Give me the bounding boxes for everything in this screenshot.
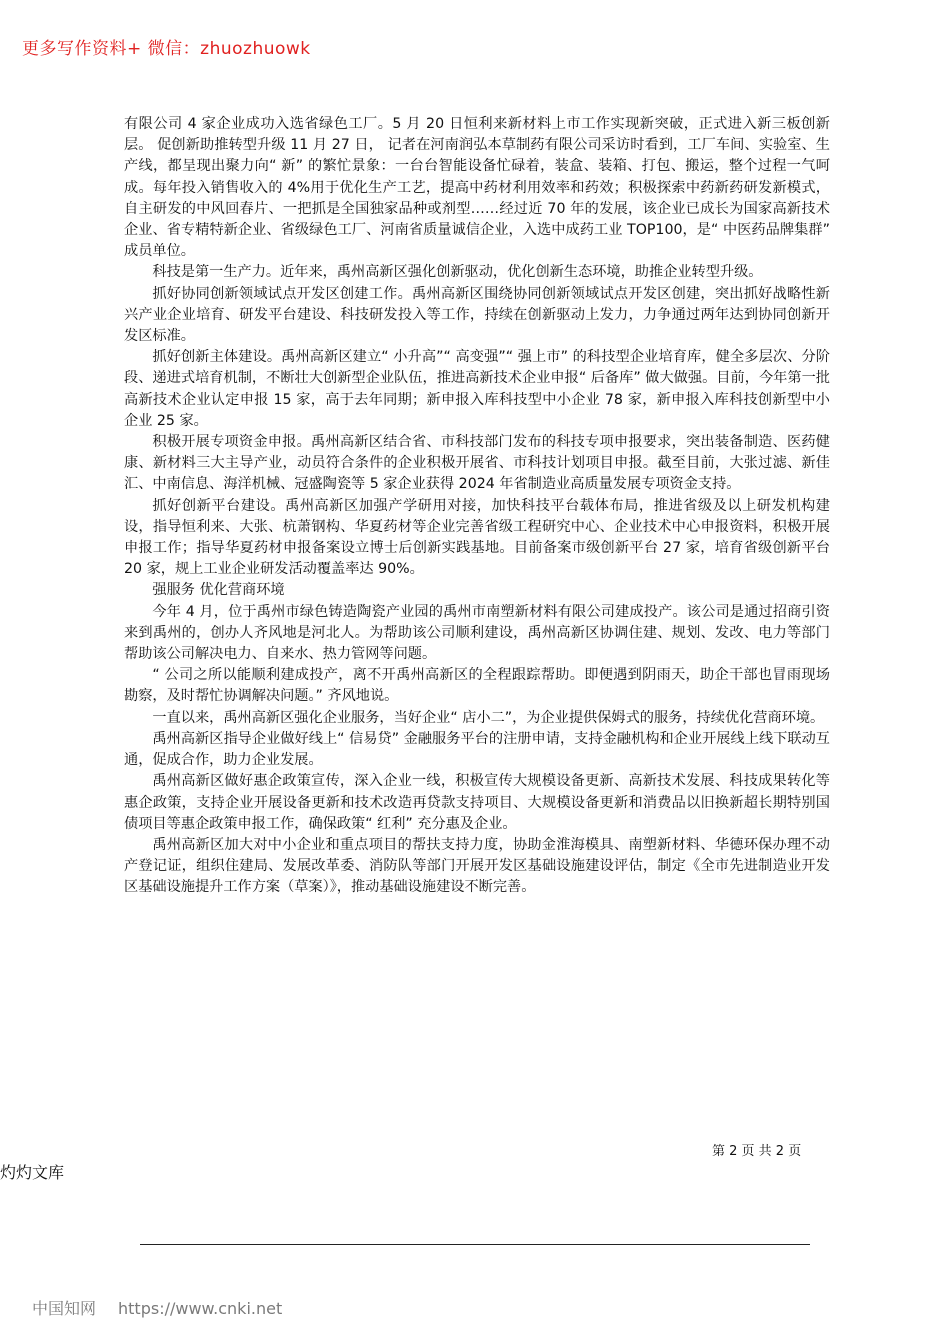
paragraph: 禹州高新区做好惠企政策宣传，深入企业一线，积极宣传大规模设备更新、高新技术发展、科技成果转化等惠企政策，支持企业开展设备更新和技术改造再贷款支持项目、大规模设备更新和消费品以旧换新超长期特别国债项目等惠企政策申报工作，确保政策“ 红利” 充分惠及企业。: [124, 773, 830, 832]
paragraph: 有限公司 4 家企业成功入选省绿色工厂。5 月 20 日恒利来新材料上市工作实现新突破，正式进入新三板创新层。 促创新助推转型升级 11 月 27 日， 记者在河南润弘本草制药有限公司采访时看到，工厂车间、实验室、生产线，都呈现出聚力向“ 新” 的繁忙景象：一台台智能设备忙碌着，装盒、装箱、打包、搬运，整个过程一气呵成。每年投入销售收入的 4%用于优化生产工艺，提高中药材利用效率和药效；积极探索中药新药研发新模式，自主研发的中风回春片、一把抓是全国独家品种或剂型……经过近 70 年的发展，该企业已成长为国家高新技术企业、省专精特新企业、省级绿色工厂、河南省质量诚信企业，入选中成药工业 TOP100，是“ 中医药品牌集群” 成员单位。: [124, 116, 830, 260]
paragraph: 积极开展专项资金申报。禹州高新区结合省、市科技部门发布的科技专项申报要求，突出装备制造、医药健康、新材料三大主导产业，动员符合条件的企业积极开展省、市科技计划项目申报。截至目前，大张过滤、新佳汇、中南信息、海洋机械、冠盛陶瓷等 5 家企业获得 2024 年省制造业高质量发展专项资金支持。: [124, 434, 830, 493]
footer-site-name: 中国知网: [32, 1299, 97, 1318]
footer: [32, 1296, 282, 1319]
paragraph: 禹州高新区加大对中小企业和重点项目的帮扶支持力度，协助金淮海模具、南塑新材料、华德环保办理不动产登记证，组织住建局、发展改革委、消防队等部门开展开发区基础设施建设评估，制定《全市先进制造业开发区基础设施提升工作方案（草案）》，推动基础设施建设不断完善。: [124, 836, 830, 896]
paragraph: 抓好协同创新领域试点开发区创建工作。禹州高新区围绕协同创新领域试点开发区创建，突出抓好战略性新兴产业企业培育、研发平台建设、科技研发投入等工作，持续在创新驱动上发力，力争通过两年达到协同创新开发区标准。: [124, 285, 830, 345]
section-heading: 强服务 优化营商环境: [152, 582, 285, 599]
paragraph: 禹州高新区指导企业做好线上“ 信易贷” 金融服务平台的注册申请，支持金融机构和企业开展线上线下联动互通，促成合作，助力企业发展。: [124, 730, 830, 769]
footer-divider: [140, 1244, 810, 1245]
article-body: [124, 114, 830, 899]
watermark-label: 灼灼文库: [0, 1163, 65, 1182]
promo-header: 更多写作资料+ 微信：zhuozhuowk: [22, 39, 311, 59]
paragraph: 一直以来，禹州高新区强化企业服务，当好企业“ 店小二”，为企业提供保姆式的服务，持续优化营商环境。: [152, 709, 825, 726]
paragraph: 今年 4 月，位于禹州市绿色铸造陶瓷产业园的禹州市南塑新材料有限公司建成投产。该公司是通过招商引资来到禹州的，创办人齐风地是河北人。为帮助该公司顺利建设，禹州高新区协调住建、规划、发改、电力等部门帮助该公司解决电力、自来水、热力管网等问题。: [124, 603, 830, 663]
paragraph: 科技是第一生产力。近年来，禹州高新区强化创新驱动，优化创新生态环境，助推企业转型升级。: [152, 264, 763, 281]
paragraph: 抓好创新平台建设。禹州高新区加强产学研用对接，加快科技平台载体布局，推进省级及以上研发机构建设，指导恒利来、大张、杭萧钢构、华夏药材等企业完善省级工程研究中心、企业技术中心申报资料，积极开展申报工作；指导华夏药材申报备案设立博士后创新实践基地。目前备案市级创新平台 27 家，培育省级创新平台 20 家，规上工业企业研发活动覆盖率达 90%。: [124, 497, 830, 578]
footer-url-link[interactable]: https://www.cnki.net: [118, 1299, 283, 1318]
paragraph: 抓好创新主体建设。禹州高新区建立“ 小升高”“ 高变强”“ 强上市” 的科技型企业培育库，健全多层次、分阶段、递进式培育机制，不断壮大创新型企业队伍，推进高新技术企业申报“ 后备库” 做大做强。目前，今年第一批高新技术企业认定申报 15 家，高于去年同期；新申报入库科技型中小企业 78 家，新申报入库科技创新型中小企业 25 家。: [124, 349, 830, 429]
page-number: 第 2 页 共 2 页: [712, 1144, 802, 1159]
paragraph: “ 公司之所以能顺利建成投产，离不开禹州高新区的全程跟踪帮助。即便遇到阴雨天，助企干部也冒雨现场勘察，及时帮忙协调解决问题。” 齐风地说。: [124, 667, 830, 705]
